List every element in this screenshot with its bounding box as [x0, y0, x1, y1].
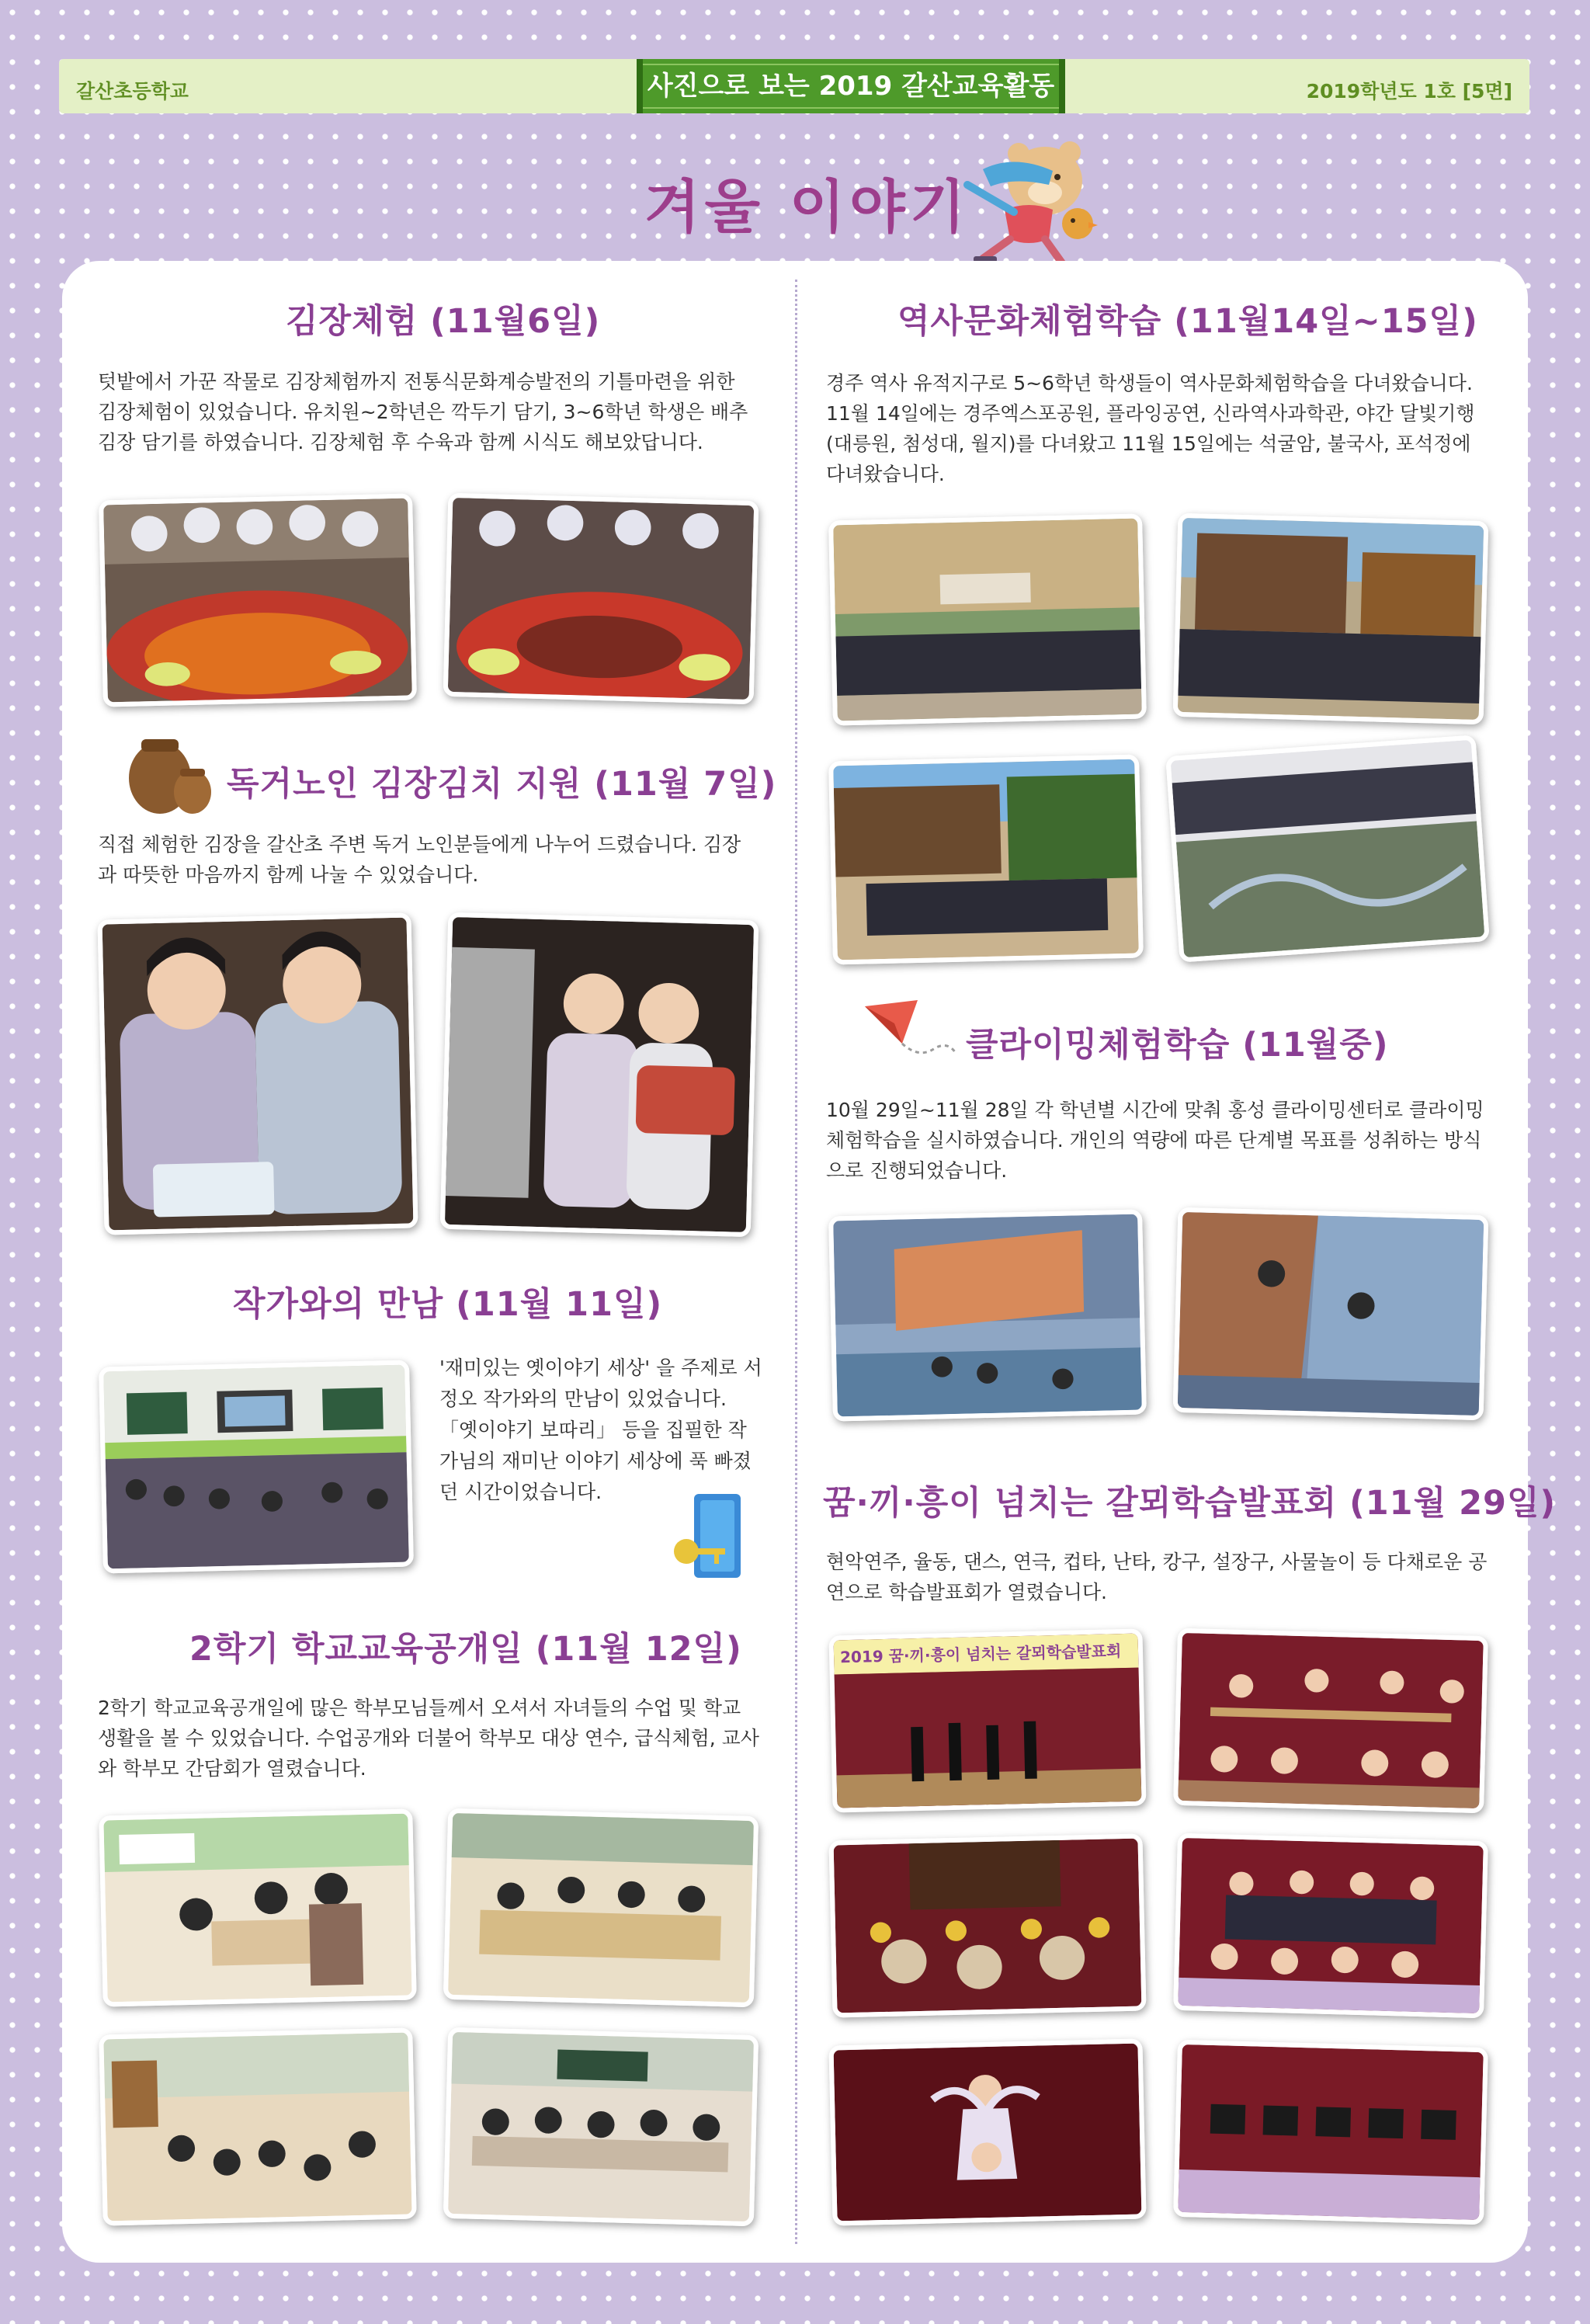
author-photo	[99, 1360, 414, 1573]
festival-text: 현악연주, 율동, 댄스, 연극, 컵타, 난타, 캉구, 설장구, 사물놀이 등 다채로운 공연으로 학습발표회가 열렸습니다.	[826, 1551, 1488, 1603]
festival-photo-1	[828, 1628, 1146, 1812]
festival-photo-5	[828, 2038, 1146, 2225]
book-key-icon	[663, 1489, 748, 1590]
column-divider	[795, 280, 797, 2244]
climbing-title: 클라이밍체험학습 (11월중)	[966, 1026, 1389, 1065]
page-title: 겨울 이야기	[644, 174, 970, 241]
school-name: 갈산초등학교	[76, 80, 189, 102]
elderly-text: 직접 체험한 김장을 갈산초 주변 독거 노인분들에게 나누어 드렸습니다. 김장과 따뜻한 마음까지 함께 나눌 수 있었습니다.	[98, 833, 741, 886]
open-class-photo-1	[99, 1808, 416, 2006]
header-banner: 사진으로 보는 2019 갈산교육활동	[637, 59, 1065, 113]
paper-plane-icon	[857, 997, 960, 1067]
festival-photo-6	[1173, 2040, 1488, 2225]
festival-photo-2	[1173, 1628, 1488, 1813]
open-class-photo-4	[443, 2027, 759, 2226]
history-title: 역사문화체험학습 (11월14일~15일)	[897, 302, 1478, 341]
festival-title: 꿈·끼·흥이 넘치는 갈뫼학습발표회 (11월 29일)	[823, 1484, 1557, 1523]
history-photo-2	[1173, 513, 1489, 724]
open-class-title: 2학기 학교교육공개일 (11월 12일)	[189, 1630, 742, 1669]
festival-stage-1	[835, 1668, 1142, 1813]
kimjang-photo-2	[443, 493, 759, 704]
climbing-photo-2	[1173, 1207, 1489, 1420]
author-text: '재미있는 옛이야기 세상' 을 주제로 서정오 작가와의 만남이 있었습니다. 「옛이야기 보따리」 등을 집필한 작가님의 재미난 이야기 세상에 푹 빠졌던 시간이었습니다.	[439, 1357, 762, 1503]
kimjang-text: 텃밭에서 가꾼 작물로 김장체험까지 전통식문화계승발전의 기틀마련을 위한 김장체험이 있었습니다. 유치원~2학년은 깍두기 담기, 3~6학년 학생은 배추김장 담기를 하였습니다. 김장체험 후 수육과 함께 시식도 해보았답니다.	[98, 370, 748, 453]
onggi-jar-icon	[123, 731, 216, 817]
elderly-title: 독거노인 김장김치 지원 (11월 7일)	[227, 765, 777, 804]
climbing-photo-1	[828, 1209, 1147, 1421]
history-text: 경주 역사 유적지구로 5~6학년 학생들이 역사문화체험학습을 다녀왔습니다. 11월 14일에는 경주엑스포공원, 플라잉공연, 신라역사과학관, 야간 달빛기행(대릉원, 첨성대, 월지)를 다녀왔고 11월 15일에는 석굴암, 불국사, 포석정에 다녀왔습니다.	[826, 372, 1475, 485]
author-title: 작가와의 만남 (11월 11일)	[233, 1285, 663, 1324]
climbing-text: 10월 29일~11월 28일 각 학년별 시간에 맞춰 홍성 클라이밍센터로 클라이밍 체험학습을 실시하였습니다. 개인의 역량에 따른 단계별 목표를 성취하는 방식으로 진행되었습니다.	[826, 1099, 1484, 1182]
history-photo-1	[828, 513, 1147, 725]
elderly-photo-1	[97, 912, 418, 1235]
issue-label: 2019학년도 1호 [5면]	[1306, 80, 1512, 102]
kimjang-title: 김장체험 (11월6일)	[286, 302, 601, 341]
header-bar	[59, 59, 1529, 113]
skating-bear-illustration	[936, 123, 1107, 278]
history-photo-3	[828, 754, 1144, 964]
elderly-photo-2	[440, 912, 759, 1237]
open-class-text: 2학기 학교교육공개일에 많은 학부모님들께서 오셔서 자녀들의 수업 및 학교생활을 볼 수 있었습니다. 수업공개와 더불어 학부모 대상 연수, 급식체험, 교사와 학부모 간담회가 열렸습니다.	[98, 1697, 759, 1780]
open-class-photo-3	[99, 2027, 416, 2225]
festival-banner: 2019 꿈·끼·흥이 넘치는 갈뫼학습발표회	[834, 1634, 1139, 1675]
kimjang-photo-1	[99, 493, 417, 707]
history-photo-4	[1165, 735, 1490, 962]
open-class-photo-2	[443, 1808, 759, 2007]
festival-photo-4	[1173, 1833, 1488, 2018]
festival-photo-3	[828, 1833, 1146, 2017]
